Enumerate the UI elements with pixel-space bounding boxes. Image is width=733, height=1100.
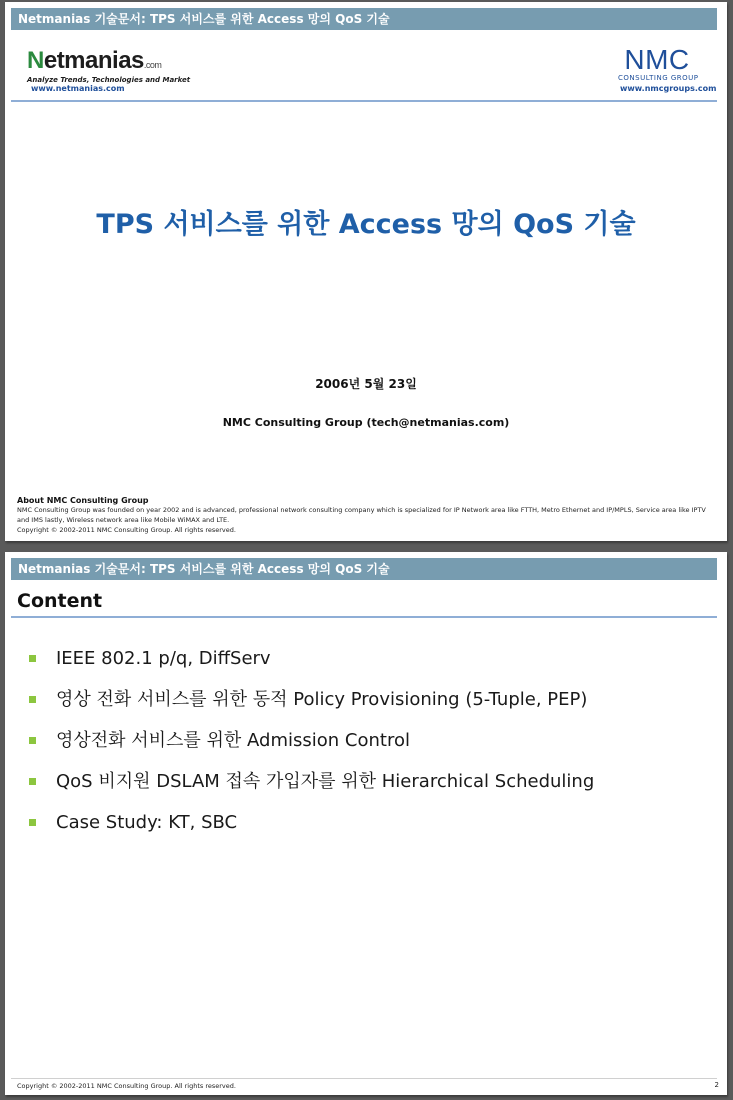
list-item-text: QoS 비지원 DSLAM 접속 가입자를 위한 Hierarchical Scheduling [56, 771, 595, 792]
bullet-square-icon [29, 737, 36, 744]
header-bar: Netmanias 기술문서: TPS 서비스를 위한 Access 망의 QoS 기술 [11, 558, 717, 580]
netmanias-logo-initial: N [27, 47, 44, 74]
page-number: 2 [714, 1081, 719, 1089]
nmc-logo-word: NMC [624, 44, 690, 75]
bullet-square-icon [29, 696, 36, 703]
list-item [29, 812, 594, 853]
list-item-text: Case Study: KT, SBC [56, 812, 238, 833]
content-page [5, 552, 727, 1095]
about-copyright: Copyright © 2002-2011 NMC Consulting Group. All rights reserved. [17, 526, 236, 534]
bullet-square-icon [29, 778, 36, 785]
netmanias-logo-word: etmanias [43, 47, 144, 74]
content-list [29, 648, 594, 853]
list-item [29, 648, 594, 689]
about-text: NMC Consulting Group was founded on year 2002 and is advanced, professional network consulting company which is specialized for IP Network area like FTTH, Metro Ethernet and IP/MPLS, Service area like IPTV and IMS lastly, Wireless network area like Mobile WiMAX and LTE. [17, 506, 706, 524]
list-item-text: 영상 전화 서비스를 위한 동적 Policy Provisioning (5-Tuple, PEP) [56, 689, 588, 710]
nmc-url[interactable]: www.nmcgroups.com [620, 84, 717, 93]
bullet-square-icon [29, 819, 36, 826]
content-divider [11, 616, 717, 618]
list-item [29, 771, 594, 812]
nmc-logo [618, 44, 699, 86]
document-title: TPS 서비스를 위한 Access 망의 QoS 기술 [96, 209, 636, 240]
about-section [17, 496, 717, 534]
netmanias-logo-suffix: .com [143, 60, 162, 70]
netmanias-tagline: Analyze Trends, Technologies and Market [27, 76, 191, 84]
netmanias-url[interactable]: www.netmanias.com [31, 84, 125, 93]
document-author: NMC Consulting Group (tech@netmanias.com) [222, 416, 510, 429]
header-divider [11, 100, 717, 102]
footer-copyright: Copyright © 2002-2011 NMC Consulting Group. All rights reserved. [17, 1082, 236, 1090]
footer-divider [11, 1078, 717, 1079]
content-heading: Content [17, 590, 103, 612]
list-item-text: IEEE 802.1 p/q, DiffServ [56, 648, 271, 669]
cover-page [5, 2, 727, 541]
bullet-square-icon [29, 655, 36, 662]
about-title: About NMC Consulting Group [17, 496, 149, 505]
header-bar: Netmanias 기술문서: TPS 서비스를 위한 Access 망의 QoS 기술 [11, 8, 717, 30]
list-item [29, 730, 594, 771]
nmc-logo-subtitle: CONSULTING GROUP [618, 74, 699, 82]
list-item [29, 689, 594, 730]
list-item-text: 영상전화 서비스를 위한 Admission Control [56, 730, 410, 751]
document-date: 2006년 5월 23일 [315, 377, 417, 391]
